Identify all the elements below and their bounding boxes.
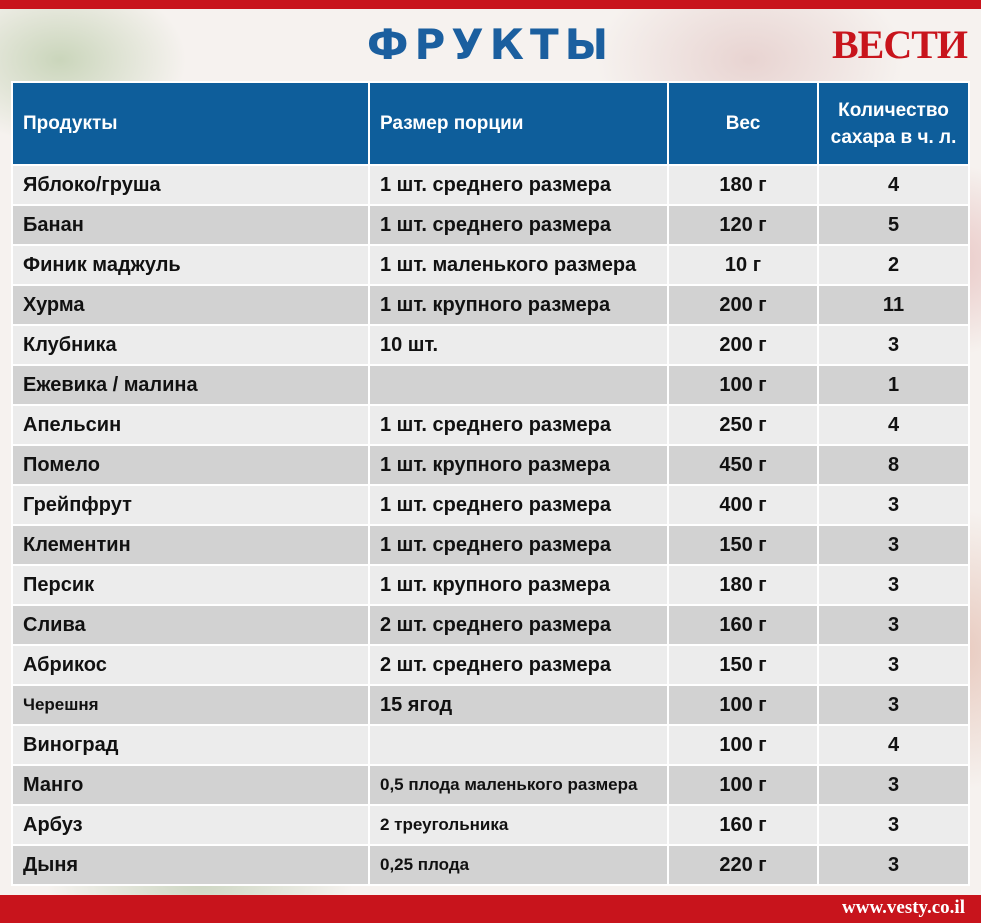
cell-product: Банан [12,205,369,245]
header-portion: Размер порции [369,82,668,165]
header-weight: Вес [668,82,818,165]
cell-product: Грейпфрут [12,485,369,525]
cell-weight: 10 г [668,245,818,285]
cell-product: Виноград [12,725,369,765]
cell-weight: 160 г [668,605,818,645]
cell-sugar: 4 [818,405,969,445]
cell-weight: 150 г [668,645,818,685]
cell-weight: 200 г [668,285,818,325]
cell-portion: 1 шт. крупного размера [369,285,668,325]
table-body [12,165,969,885]
header-product: Продукты [12,82,369,165]
cell-weight: 450 г [668,445,818,485]
table-row [12,445,969,485]
cell-weight: 400 г [668,485,818,525]
cell-weight: 100 г [668,685,818,725]
table-row [12,645,969,685]
cell-portion: 15 ягод [369,685,668,725]
cell-portion: 1 шт. среднего размера [369,485,668,525]
cell-product: Клубника [12,325,369,365]
cell-sugar: 3 [818,525,969,565]
header-sugar-line1: Количество [838,99,949,121]
cell-sugar: 11 [818,285,969,325]
table-row [12,325,969,365]
cell-portion: 1 шт. среднего размера [369,205,668,245]
table-row [12,245,969,285]
cell-sugar: 3 [818,565,969,605]
cell-portion: 1 шт. среднего размера [369,165,668,205]
footer-url: www.vesty.co.il [842,897,965,918]
cell-sugar: 3 [818,485,969,525]
cell-product: Хурма [12,285,369,325]
header-sugar-line2: сахара в ч. л. [830,126,957,148]
cell-weight: 150 г [668,525,818,565]
cell-weight: 100 г [668,365,818,405]
cell-sugar: 1 [818,365,969,405]
cell-sugar: 3 [818,605,969,645]
cell-product: Помело [12,445,369,485]
cell-weight: 220 г [668,845,818,885]
cell-product: Клементин [12,525,369,565]
cell-product: Яблоко/груша [12,165,369,205]
cell-sugar: 3 [818,805,969,845]
cell-product: Дыня [12,845,369,885]
cell-portion: 1 шт. крупного размера [369,565,668,605]
cell-weight: 180 г [668,165,818,205]
cell-weight: 180 г [668,565,818,605]
page-title: ФРУКТЫ [366,20,615,69]
cell-portion: 0,5 плода маленького размера [369,765,668,805]
fruit-sugar-table [11,81,970,886]
cell-portion: 2 шт. среднего размера [369,645,668,685]
table-row [12,485,969,525]
cell-weight: 200 г [668,325,818,365]
cell-sugar: 4 [818,165,969,205]
table-row [12,845,969,885]
cell-portion [369,365,668,405]
cell-sugar: 3 [818,765,969,805]
cell-sugar: 3 [818,845,969,885]
cell-weight: 160 г [668,805,818,845]
bottom-accent-bar [0,895,981,923]
cell-portion [369,725,668,765]
cell-portion: 1 шт. крупного размера [369,445,668,485]
table-row [12,205,969,245]
table-row [12,405,969,445]
cell-product: Арбуз [12,805,369,845]
cell-sugar: 8 [818,445,969,485]
cell-sugar: 3 [818,685,969,725]
table-row [12,525,969,565]
table-row [12,765,969,805]
cell-product: Ежевика / малина [12,365,369,405]
header-sugar [818,82,969,165]
table-row [12,365,969,405]
cell-product: Слива [12,605,369,645]
cell-portion: 1 шт. среднего размера [369,405,668,445]
cell-portion: 10 шт. [369,325,668,365]
table-header-row [12,82,969,165]
cell-product: Абрикос [12,645,369,685]
cell-weight: 100 г [668,765,818,805]
cell-sugar: 3 [818,645,969,685]
table-row [12,565,969,605]
table-row [12,165,969,205]
cell-portion: 1 шт. маленького размера [369,245,668,285]
vesti-logo: ВЕСТИ [831,22,967,67]
table-row [12,685,969,725]
cell-sugar: 5 [818,205,969,245]
cell-portion: 0,25 плода [369,845,668,885]
table-row [12,805,969,845]
table-row [12,725,969,765]
cell-portion: 2 шт. среднего размера [369,605,668,645]
table-row [12,605,969,645]
cell-weight: 250 г [668,405,818,445]
cell-weight: 100 г [668,725,818,765]
top-accent-bar [0,0,981,9]
cell-weight: 120 г [668,205,818,245]
cell-product: Черешня [12,685,369,725]
cell-product: Апельсин [12,405,369,445]
table-row [12,285,969,325]
cell-sugar: 2 [818,245,969,285]
cell-sugar: 4 [818,725,969,765]
cell-portion: 1 шт. среднего размера [369,525,668,565]
cell-portion: 2 треугольника [369,805,668,845]
cell-sugar: 3 [818,325,969,365]
cell-product: Персик [12,565,369,605]
cell-product: Манго [12,765,369,805]
cell-product: Финик маджуль [12,245,369,285]
